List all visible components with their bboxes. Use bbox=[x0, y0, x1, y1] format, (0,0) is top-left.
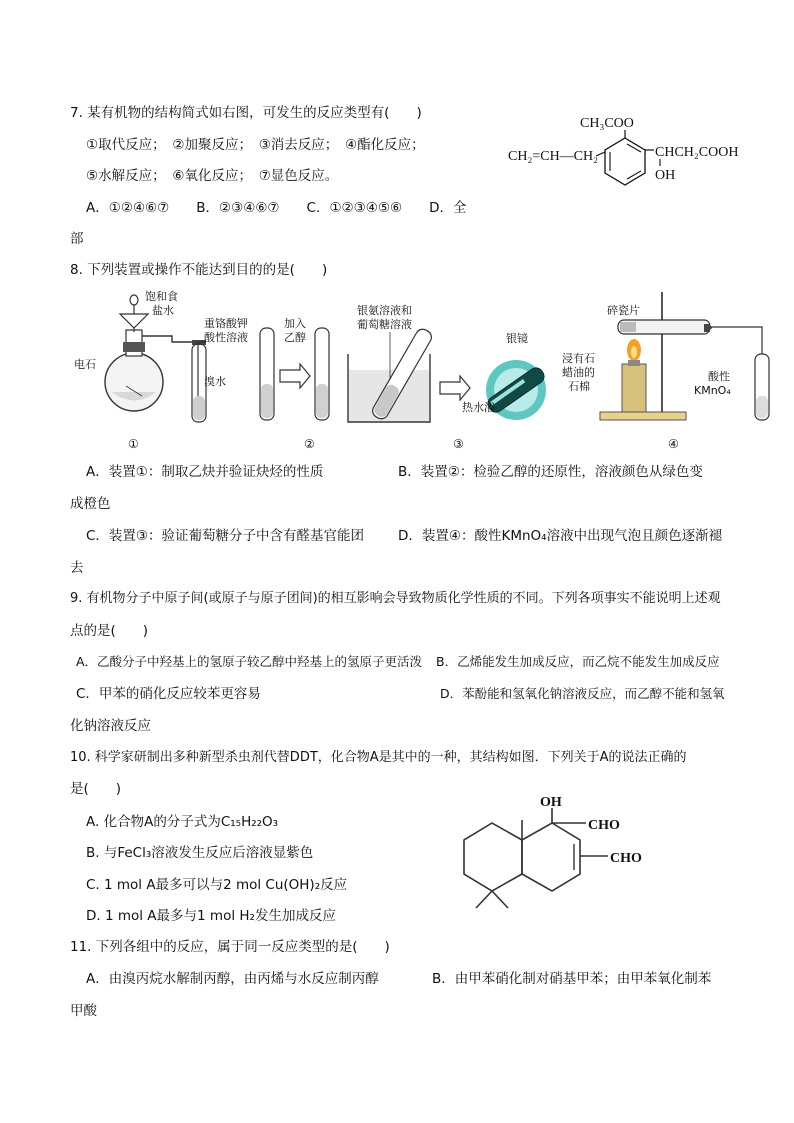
q9-option-c: C．甲苯的硝化反应较苯更容易 bbox=[76, 686, 261, 702]
q8-option-b-cont: 成橙色 bbox=[70, 496, 111, 512]
label-add-a: 加入 bbox=[284, 317, 306, 330]
q8-option-a: A．装置①：制取乙炔并验证炔烃的性质 bbox=[86, 464, 324, 480]
q9-option-a: A．乙酸分子中羟基上的氢原子较乙醇中羟基上的氢原子更活泼 bbox=[76, 654, 423, 669]
label-silver-mirror: 银镜 bbox=[506, 332, 528, 345]
apparatus-3 bbox=[348, 303, 547, 451]
q10-option-a: A. 化合物A的分子式为C₁₅H₂₂O₃ bbox=[86, 814, 279, 830]
apparatus-2-number: ② bbox=[304, 437, 315, 451]
q9-stem-cont: 点的是( ) bbox=[70, 623, 149, 639]
benzene-ring bbox=[605, 138, 645, 185]
q11-option-a: A．由溴丙烷水解制丙醇，由丙烯与水反应制丙醇 bbox=[86, 971, 379, 987]
q11-option-b-cont: 甲酸 bbox=[70, 1003, 97, 1019]
decalin-left-ring bbox=[464, 823, 522, 891]
q10-stem: 10. 科学家研制出多种新型杀虫剂代替DDT，化合物A是其中的一种，其结构如图．下列关于A的说法正确的 bbox=[70, 750, 687, 765]
label-hot-bath: 热水浴 bbox=[462, 401, 495, 414]
q7-stem: 7. 某有机物的结构简式如右图，可发生的反应类型有( ) bbox=[70, 105, 422, 121]
q11-stem: 11. 下列各组中的反应，属于同一反应类型的是( ) bbox=[70, 939, 390, 955]
label-soaked-c: 石棉 bbox=[568, 380, 590, 393]
label-soaked-a: 浸有石 bbox=[562, 352, 595, 365]
apparatus-1-number: ① bbox=[128, 437, 139, 451]
q10-option-d: D. 1 mol A最多与1 mol H₂发生加成反应 bbox=[86, 908, 336, 924]
q9-option-b: B．乙烯能发生加成反应，而乙烷不能发生加成反应 bbox=[436, 654, 720, 669]
label-kmno4: KMnO₄ bbox=[694, 384, 731, 397]
q10-stem-cont: 是( ) bbox=[70, 781, 122, 797]
q9-stem: 9. 有机物分子中原子间(或原子与原子团间)的相互影响会导致物质化学性质的不同。下列各项事实不能说明上述观 bbox=[70, 591, 721, 606]
q8-option-c: C．装置③：验证葡萄糖分子中含有醛基官能团 bbox=[86, 528, 365, 544]
label-carbide: 电石 bbox=[74, 358, 96, 371]
q9-option-d-cont: 化钠溶液反应 bbox=[70, 718, 151, 734]
apparatus-1 bbox=[74, 289, 226, 451]
q10-structure-figure bbox=[462, 792, 682, 917]
apparatus-4 bbox=[562, 292, 769, 451]
label-saltwater-b: 盐水 bbox=[152, 304, 174, 317]
q10-aldehyde-1-label: CHO bbox=[588, 818, 620, 833]
q7-allyl-label: CH₂=CH—CH₂ bbox=[508, 149, 599, 164]
q9-option-d: D．苯酚能和氢氧化钠溶液反应，而乙醇不能和氢氧 bbox=[440, 686, 725, 701]
q7-acetoxy-label: CH₃COO bbox=[580, 116, 634, 131]
q7-options-cont: 部 bbox=[70, 231, 84, 247]
apparatus-4-number: ④ bbox=[668, 437, 679, 451]
q8-option-b: B．装置②：检验乙醇的还原性，溶液颜色从绿色变 bbox=[398, 464, 703, 480]
label-dichromate-a: 重铬酸钾 bbox=[204, 317, 248, 330]
decalin-right-ring bbox=[522, 823, 580, 891]
q8-apparatus-figure bbox=[72, 284, 772, 454]
q10-option-b: B. 与FeCl₃溶液发生反应后溶液显紫色 bbox=[86, 845, 314, 861]
q7-line2: ⑤水解反应； ⑥氧化反应； ⑦显色反应。 bbox=[86, 168, 339, 184]
label-dichromate-b: 酸性溶液 bbox=[204, 331, 248, 344]
label-bromine-water: 溴水 bbox=[204, 375, 226, 388]
q10-hydroxyl-label: OH bbox=[540, 795, 562, 810]
q8-option-d: D．装置④：酸性KMnO₄溶液中出现气泡且颜色逐渐褪 bbox=[398, 528, 723, 544]
q8-stem: 8. 下列装置或操作不能达到目的的是( ) bbox=[70, 262, 328, 278]
q10-aldehyde-2-label: CHO bbox=[610, 851, 642, 866]
q7-structure-figure bbox=[500, 108, 760, 200]
label-soaked-b: 蜡油的 bbox=[562, 366, 595, 379]
q11-option-b: B．由甲苯硝化制对硝基甲苯；由甲苯氧化制苯 bbox=[432, 971, 712, 987]
label-silver-a: 银氨溶液和 bbox=[357, 304, 412, 317]
apparatus-3-number: ③ bbox=[453, 437, 464, 451]
q7-hydroxyl-label: OH bbox=[655, 168, 676, 183]
label-silver-b: 葡萄糖溶液 bbox=[357, 318, 412, 331]
label-saltwater-a: 饱和食 bbox=[145, 290, 178, 303]
q8-option-d-cont: 去 bbox=[70, 560, 84, 576]
q7-acid-chain-label: CHCH₂COOH bbox=[655, 145, 739, 160]
q10-option-c: C. 1 mol A最多可以与2 mol Cu(OH)₂反应 bbox=[86, 877, 348, 893]
label-acidic: 酸性 bbox=[708, 370, 730, 383]
q7-line1: ①取代反应； ②加聚反应； ③消去反应； ④酯化反应； bbox=[86, 137, 425, 153]
q7-options: A．①②④⑥⑦ B．②③④⑥⑦ C．①②③④⑤⑥ D．全 bbox=[86, 200, 467, 216]
label-porcelain: 碎瓷片 bbox=[607, 304, 640, 317]
label-add-b: 乙醇 bbox=[284, 331, 306, 344]
